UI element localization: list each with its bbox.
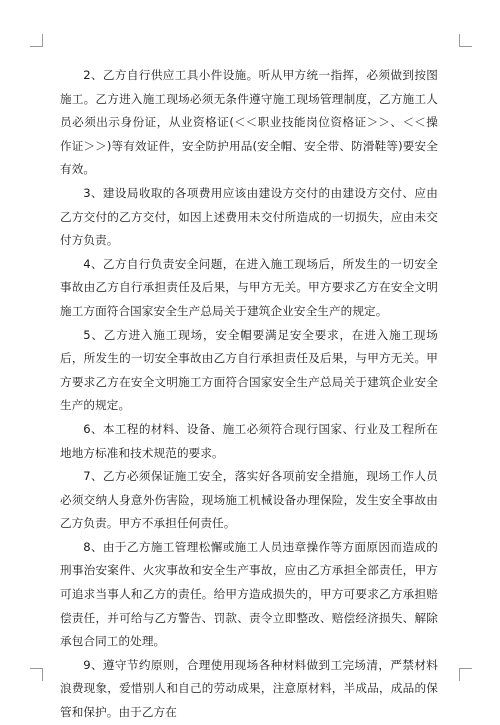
paragraph-clause-7: 7、乙方必须保证施工安全，落实好各项前安全措施，现场工作人员必须交纳人身意外伤害险，现场施工机械设备办理保险，发生安全事故由乙方负责。甲方不承担任何责任。: [60, 469, 438, 531]
paragraph-clause-2: 2、乙方自行供应工具小件设施。听从甲方统一指挥，必须做到按图施工。乙方进入施工现场必须无条件遵守施工现场管理制度，乙方施工人员必须出示身份证，从业资格证(＜＜职业技能岗位资格证＞＞、＜＜操作证＞＞)等有效证件，安全防护用品(安全帽、安全带、防滑鞋等)要安全有效。: [60, 68, 438, 177]
document-body: [60, 64, 438, 725]
crop-mark-bottom-left: [30, 668, 43, 681]
paragraph-clause-9: 9、遵守节约原则，合理使用现场各种材料做到工完场清，严禁材料浪费现象，爱惜别人和自己的劳动成果，注意原材料，半成品，成品的保管和保护。由于乙方在: [60, 657, 438, 720]
paragraph-clause-5: 5、乙方进入施工现场，安全帽要满足安全要求，在进入施工现场后，所发生的一切安全事故由乙方自行承担责任及后果，与甲方无关。甲方要求乙方在安全文明施工方面符合国家安全生产总局关于建筑企业安全生产的规定。: [60, 327, 438, 413]
crop-mark-bottom-right: [459, 668, 472, 681]
paragraph-clause-3: 3、建设局收取的各项费用应该由建设方交付的由建设方交付、应由乙方交付的乙方交付，如因上述费用未交付所造成的一切损失，应由未交付方负责。: [60, 185, 438, 248]
paragraph-clause-8: 8、由于乙方施工管理松懈或施工人员违章操作等方面原因而造成的刑事治安案件、火灾事故和安全生产事故，应由乙方承担全部责任，甲方可追求当事人和乙方的责任。给甲方造成损失的，甲方可要求乙方承担赔偿责任，并可给与乙方警告、罚款、责令立即整改、赔偿经济损失、解除承包合同工的处理。: [60, 539, 438, 649]
crop-mark-top-right: [459, 34, 472, 47]
crop-mark-top-left: [30, 34, 43, 47]
paragraph-clause-6: 6、本工程的材料、设备、施工必须符合现行国家、行业及工程所在地地方标准和技术规范的要求。: [60, 421, 438, 460]
paragraph-clause-4: 4、乙方自行负责安全问题，在进入施工现场后，所发生的一切安全事故由乙方自行承担责任及后果，与甲方无关。甲方要求乙方在安全文明施工方面符合国家安全生产总局关于建筑企业安全生产的规定。: [60, 256, 438, 318]
